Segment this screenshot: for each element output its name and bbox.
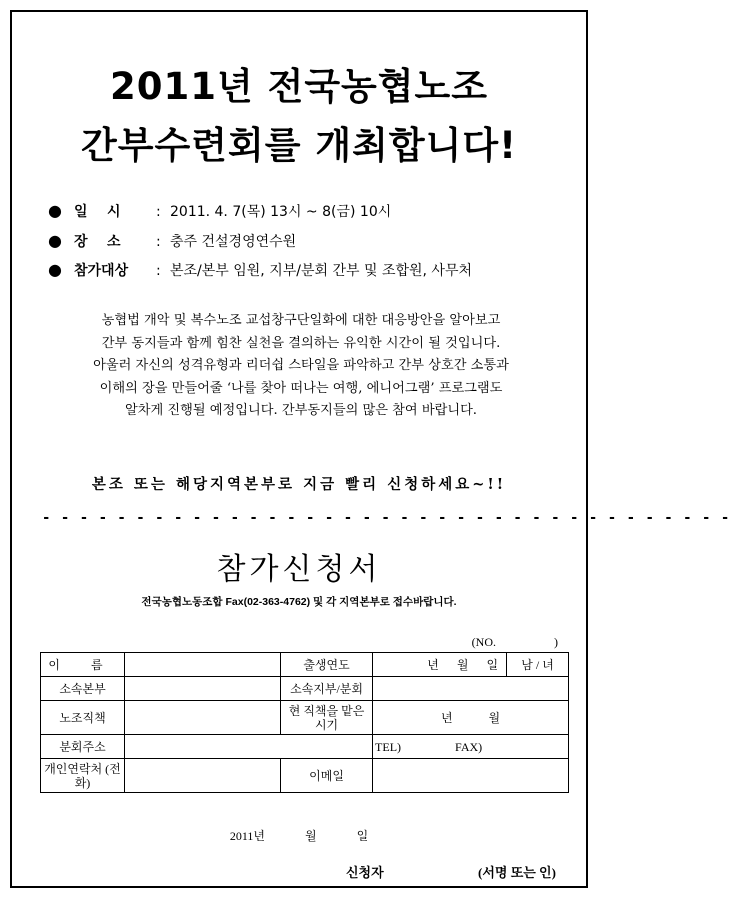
label-name: 이 름 [41, 653, 125, 677]
info-value-place: 충주 건설경영연수원 [170, 234, 297, 250]
info-row-target [48, 260, 568, 280]
body-line: 농협법 개악 및 복수노조 교섭창구단일화에 대한 대응방안을 알아보고 [101, 313, 501, 328]
title-line-1: 2011년 전국농협노조 [109, 65, 489, 108]
gender-field[interactable]: 남 / 녀 [507, 653, 569, 677]
signature-field[interactable]: (서명 또는 인) [478, 865, 556, 880]
body-line: 이해의 장을 만들어줄 ‘나를 찾아 떠나는 여행, 에니어그램’ 프로그램도 [99, 380, 503, 396]
label-union-position: 노조직책 [41, 701, 125, 735]
colon: : [156, 263, 161, 279]
label-personal-contact: 개인연락처 (전화) [41, 759, 125, 793]
label-branch-sub: 소속지부/분회 [281, 677, 373, 701]
branch-hq-field[interactable] [125, 677, 281, 701]
body-line: 알차게 진행될 예정입니다. 간부동지들의 많은 참여 바랍니다. [124, 403, 477, 418]
form-title: 참가신청서 [216, 552, 382, 587]
tel-fax-field[interactable]: TEL) FAX) [373, 735, 569, 759]
info-row-date [48, 201, 568, 221]
bullet-icon: ● [48, 260, 62, 279]
name-field[interactable] [125, 653, 281, 677]
branch-address-field[interactable] [125, 735, 373, 759]
applicant-label: 신청자 [346, 865, 384, 880]
cut-divider: - - - - - - - - - - - - - - - - - - - - - - - - - - - - - - - - - - - - - [42, 510, 730, 526]
colon: : [156, 234, 161, 250]
label-email: 이메일 [281, 759, 373, 793]
birth-date-field[interactable]: 년 월 일 [373, 653, 507, 677]
callout-text: 본조 또는 해당지역본부로 지금 빨리 신청하세요~!! [91, 476, 507, 493]
info-row-place [48, 231, 568, 251]
label-branch-address: 분회주소 [41, 735, 125, 759]
info-value-date: 2011. 4. 7(목) 13시 ~ 8(금) 10시 [170, 204, 392, 220]
table-row [41, 759, 569, 793]
form-number: (NO. ) [471, 635, 558, 649]
bullet-icon: ● [48, 201, 62, 220]
label-birth-year: 출생연도 [281, 653, 373, 677]
email-field[interactable] [373, 759, 569, 793]
label-current-position-date: 현 직책을 맡은 시기 [281, 701, 373, 735]
title-line-2: 간부수련회를 개최합니다! [81, 124, 517, 167]
personal-contact-field[interactable] [125, 759, 281, 793]
body-paragraph [36, 310, 566, 423]
registration-table [40, 652, 569, 793]
body-line: 간부 동지들과 함께 힘찬 실천을 결의하는 유익한 시간이 될 것입니다. [101, 335, 501, 351]
form-subtitle: 전국농협노동조합 Fax(02-363-4762) 및 각 지역본부로 접수바랍니다. [141, 596, 457, 608]
table-row [41, 701, 569, 735]
info-value-target: 본조/본부 임원, 지부/분회 간부 및 조합원, 사무처 [170, 263, 472, 279]
application-date: 2011년 월 일 [229, 829, 369, 843]
position-date-field[interactable]: 년 월 [373, 701, 569, 735]
info-label-date: 일 시 [74, 204, 121, 220]
table-row [41, 677, 569, 701]
bullet-icon: ● [48, 231, 62, 250]
info-label-place: 장 소 [74, 234, 121, 250]
label-branch-hq: 소속본부 [41, 677, 125, 701]
colon: : [156, 204, 161, 220]
table-row [41, 653, 569, 677]
flyer-page [10, 10, 730, 888]
table-row [41, 735, 569, 759]
branch-sub-field[interactable] [373, 677, 569, 701]
info-label-target: 참가대상 [74, 263, 129, 279]
body-line: 아울러 자신의 성격유형과 리더쉽 스타일을 파악하고 간부 상호간 소통과 [93, 358, 509, 373]
union-position-field[interactable] [125, 701, 281, 735]
